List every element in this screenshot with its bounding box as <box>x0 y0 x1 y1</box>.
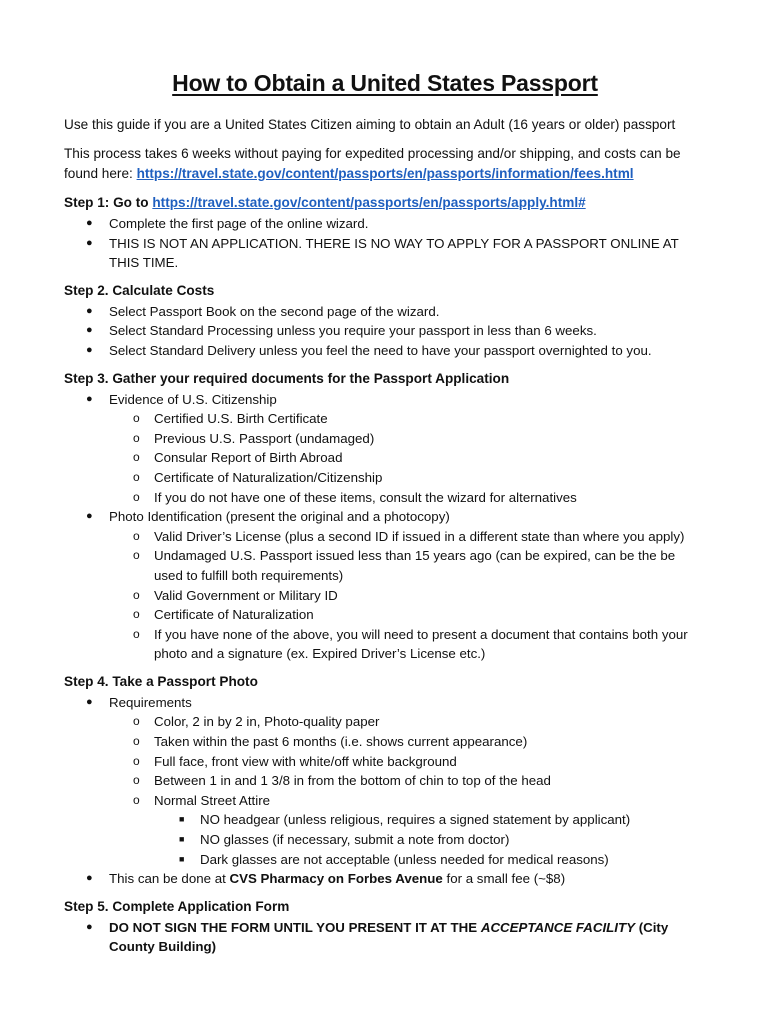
list-item <box>64 869 706 889</box>
list-item <box>64 810 706 830</box>
circle-bullet-icon: o <box>133 792 140 807</box>
list-item <box>64 468 706 488</box>
apply-link[interactable]: https://travel.state.gov/content/passports/en/passports/apply.html# <box>152 195 586 210</box>
list-item <box>64 527 706 547</box>
list-item <box>64 693 706 869</box>
step4-heading: Step 4. Take a Passport Photo <box>64 673 258 689</box>
list-item-text: Certificate of Naturalization <box>154 607 314 623</box>
bullet-icon: ● <box>86 236 93 249</box>
list-item-text: Valid Government or Military ID <box>154 587 338 603</box>
intro-paragraph: Use this guide if you are a United States Citizen aiming to obtain an Adult (16 years or older) passport <box>64 117 676 132</box>
step3-heading: Step 3. Gather your required documents for the Passport Application <box>64 370 510 386</box>
list-item <box>64 341 706 361</box>
circle-bullet-icon: o <box>133 548 140 563</box>
list-item <box>64 850 706 870</box>
list-item-text: Full face, front view with white/off white background <box>154 753 457 769</box>
warning-post-text: (City County Building) <box>109 919 669 955</box>
cvs-location: CVS Pharmacy on Forbes Avenue <box>229 871 443 887</box>
list-item-text: THIS IS NOT AN APPLICATION. THERE IS NO WAY TO APPLY FOR A PASSPORT ONLINE AT THIS TIME. <box>109 235 679 271</box>
list-item <box>64 791 706 869</box>
bullet-icon: ● <box>86 510 93 523</box>
bullet-icon: ● <box>86 324 93 337</box>
list-item-text: Certified U.S. Birth Certificate <box>154 411 328 427</box>
square-bullet-icon: ■ <box>179 834 185 845</box>
circle-bullet-icon: o <box>133 753 140 768</box>
list-item-text: Valid Driver’s License (plus a second ID if issued in a different state than where you apply) <box>154 528 685 544</box>
list-item-text: Complete the first page of the online wizard. <box>109 216 369 231</box>
circle-bullet-icon: o <box>133 411 140 426</box>
list-item <box>64 488 706 508</box>
list-item-text: Normal Street Attire <box>154 792 271 808</box>
warning-pre-text: DO NOT SIGN THE FORM UNTIL YOU PRESENT IT AT THE <box>109 919 481 935</box>
list-item <box>64 732 706 752</box>
list-item <box>64 586 706 606</box>
step4-list <box>64 693 706 889</box>
step5-list <box>64 918 706 957</box>
list-item-text: Select Passport Book on the second page of the wizard. <box>109 303 440 319</box>
step2-heading: Step 2. Calculate Costs <box>64 282 215 298</box>
list-item-text: Previous U.S. Passport (undamaged) <box>154 430 375 446</box>
list-item-text: NO glasses (if necessary, submit a note from doctor) <box>200 832 510 848</box>
acceptance-facility-text: ACCEPTANCE FACILITY <box>480 919 635 935</box>
photo-id-sublist <box>109 527 706 664</box>
list-item-text: Dark glasses are not acceptable (unless needed for medical reasons) <box>200 851 609 867</box>
list-item-text: If you do not have one of these items, consult the wizard for alternatives <box>154 489 577 505</box>
list-item <box>64 546 706 585</box>
cvs-post-text: for a small fee (~$8) <box>442 871 566 887</box>
step1-heading-text: Step 1: Go to <box>64 195 153 210</box>
cvs-pre-text: This can be done at <box>109 871 230 887</box>
list-item-text: NO headgear (unless religious, requires a signed statement by applicant) <box>200 812 631 828</box>
list-item <box>64 830 706 850</box>
step1-list <box>64 214 706 273</box>
list-item-text: Taken within the past 6 months (i.e. shows current appearance) <box>154 734 528 750</box>
list-item-text: Consular Report of Birth Abroad <box>154 450 343 466</box>
square-bullet-icon: ■ <box>179 814 185 825</box>
list-item-text: If you have none of the above, you will need to present a document that contains both your photo and a signature (ex. Expired Driver’s License etc.) <box>154 626 688 662</box>
bullet-icon: ● <box>86 343 93 356</box>
citizenship-sublist <box>109 409 706 507</box>
circle-bullet-icon: o <box>133 450 140 465</box>
list-item <box>64 752 706 772</box>
fees-text: This process takes 6 weeks without paying for expedited processing and/or shipping, and costs can be found here: <box>64 146 681 181</box>
list-item-text: Requirements <box>109 694 192 710</box>
bullet-icon: ● <box>86 392 93 405</box>
circle-bullet-icon: o <box>133 714 140 729</box>
circle-bullet-icon: o <box>133 607 140 622</box>
bullet-icon: ● <box>86 695 93 708</box>
list-item <box>64 605 706 625</box>
list-item <box>64 214 706 234</box>
list-item <box>64 918 706 957</box>
step3-list <box>64 390 706 664</box>
list-item-text: Select Standard Processing unless you require your passport in less than 6 weeks. <box>109 323 597 339</box>
attire-sublist <box>154 810 706 869</box>
fees-link[interactable]: https://travel.state.gov/content/passports/en/passports/information/fees.html <box>136 166 634 181</box>
list-item-text: Photo Identification (present the original and a photocopy) <box>109 509 450 525</box>
list-item <box>64 507 706 664</box>
list-item <box>64 429 706 449</box>
list-item <box>64 321 706 341</box>
step5-heading: Step 5. Complete Application Form <box>64 898 290 914</box>
step2-list <box>64 302 706 361</box>
list-item <box>64 625 706 664</box>
bullet-icon: ● <box>86 872 93 885</box>
list-item <box>64 234 706 273</box>
circle-bullet-icon: o <box>133 626 140 641</box>
page-title: How to Obtain a United States Passport <box>172 70 598 96</box>
circle-bullet-icon: o <box>133 489 140 504</box>
bullet-icon: ● <box>86 920 93 933</box>
circle-bullet-icon: o <box>133 469 140 484</box>
list-item-text: Select Standard Delivery unless you feel the need to have your passport overnighted to you. <box>109 342 652 358</box>
photo-requirements-sublist <box>109 712 706 869</box>
bullet-icon: ● <box>86 304 93 317</box>
list-item-text: Evidence of U.S. Citizenship <box>109 391 277 407</box>
circle-bullet-icon: o <box>133 773 140 788</box>
circle-bullet-icon: o <box>133 430 140 445</box>
square-bullet-icon: ■ <box>179 853 185 864</box>
list-item-text: Color, 2 in by 2 in, Photo-quality paper <box>154 714 380 730</box>
list-item <box>64 409 706 429</box>
list-item-text: Between 1 in and 1 3/8 in from the bottom of chin to top of the head <box>154 773 551 789</box>
list-item <box>64 448 706 468</box>
list-item-text: Undamaged U.S. Passport issued less than 15 years ago (can be expired, can be the be used to fulfill both requirements) <box>154 548 676 583</box>
circle-bullet-icon: o <box>133 587 140 602</box>
list-item <box>64 712 706 732</box>
fees-paragraph <box>64 144 706 184</box>
circle-bullet-icon: o <box>133 528 140 543</box>
list-item-text: Certificate of Naturalization/Citizenship <box>154 469 383 485</box>
step1-heading <box>64 193 706 213</box>
bullet-icon: ● <box>86 217 93 229</box>
circle-bullet-icon: o <box>133 734 140 749</box>
list-item <box>64 390 706 508</box>
list-item <box>64 771 706 791</box>
list-item <box>64 302 706 322</box>
